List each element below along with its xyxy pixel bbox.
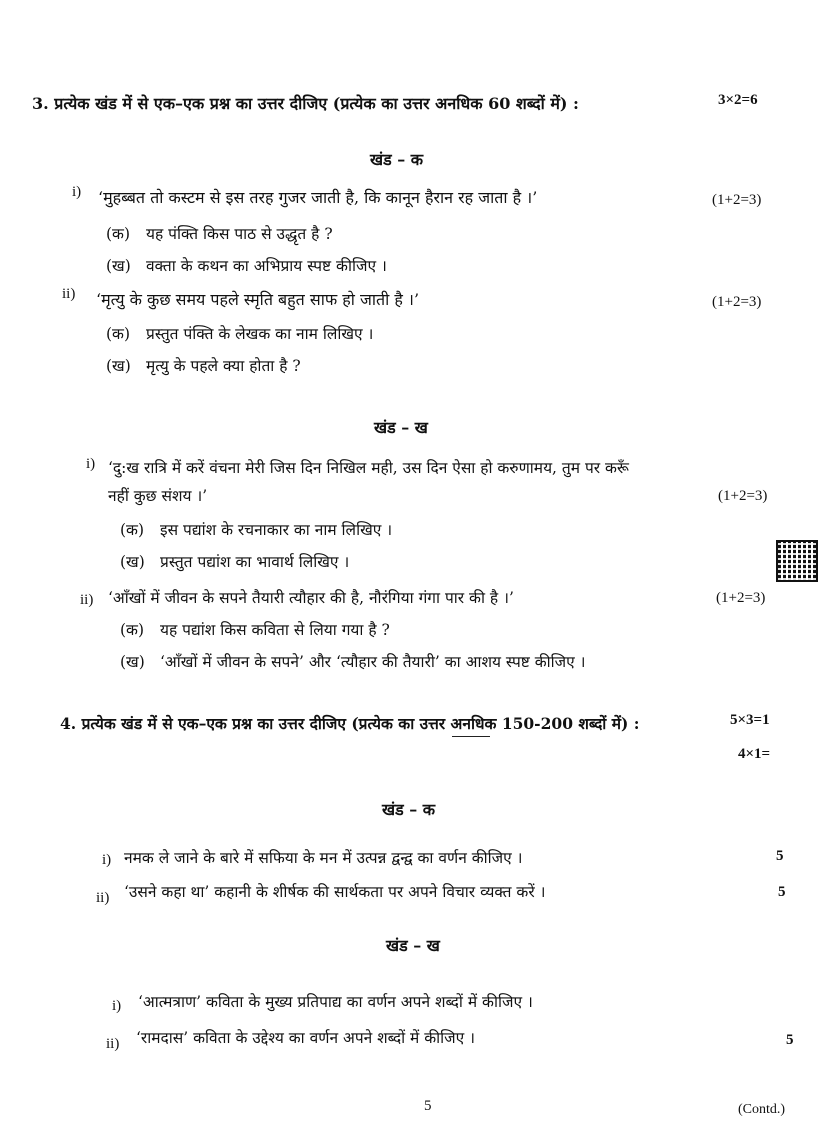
q4-marks-line1: 5×3=1	[730, 712, 770, 728]
q3-khand-b-title: खंड – ख	[374, 418, 428, 437]
q4a-item1-text: नमक ले जाने के बारे में सफिया के मन में उत्पन्न द्वन्द्व का वर्णन कीजिए ।	[124, 849, 523, 867]
q3b-item1-sub1-label: (क)	[120, 521, 144, 539]
q4b-item1-num: i)	[112, 998, 122, 1014]
q3a-item1-sub2-text: वक्ता के कथन का अभिप्राय स्पष्ट कीजिए ।	[146, 257, 387, 275]
q3a-item2-sub2-label: (ख)	[106, 357, 131, 375]
q3-heading: 3. प्रत्येक खंड में से एक–एक प्रश्न का उत्तर दीजिए (प्रत्येक का उत्तर अनधिक 60 शब्दों में) :	[32, 94, 579, 113]
q4-khand-b-title: खंड – ख	[386, 936, 440, 955]
q4a-item1-marks: 5	[776, 848, 784, 864]
q3b-item2-sub2-label: (ख)	[120, 653, 145, 671]
q3a-item1-marks: (1+2=3)	[712, 192, 762, 208]
q3a-item2-sub1-label: (क)	[106, 325, 130, 343]
q3b-item1-marks: (1+2=3)	[718, 488, 768, 504]
q4b-item2-text: ‘रामदास’ कविता के उद्देश्य का वर्णन अपने शब्दों में कीजिए ।	[136, 1029, 476, 1047]
q3b-item1-num: i)	[86, 456, 96, 472]
q3b-item2-text: ‘आँखों में जीवन के सपने तैयारी त्यौहार की है, नौरंगिया गंगा पार की है ।’	[108, 589, 514, 607]
q3b-item1-sub2-text: प्रस्तुत पद्यांश का भावार्थ लिखिए ।	[160, 553, 350, 571]
divider-rule	[452, 736, 490, 737]
q3b-item2-sub1-label: (क)	[120, 621, 144, 639]
q3a-item2-marks: (1+2=3)	[712, 294, 762, 310]
q3b-item1-text-line2: नहीं कुछ संशय ।’	[108, 487, 208, 505]
page-number: 5	[424, 1098, 432, 1114]
q3a-item2-text: ‘मृत्यु के कुछ समय पहले स्मृति बहुत साफ हो जाती है ।’	[96, 290, 420, 309]
q4-khand-a-title: खंड – क	[382, 800, 436, 819]
q3a-item1-text: ‘मुहब्बत तो कस्टम से इस तरह गुजर जाती है, कि कानून हैरान रह जाता है ।’	[98, 188, 538, 207]
q3b-item2-marks: (1+2=3)	[716, 590, 766, 606]
contd-label: (Contd.)	[738, 1102, 786, 1117]
q4a-item2-text: ‘उसने कहा था’ कहानी के शीर्षक की सार्थकता पर अपने विचार व्यक्त करें ।	[124, 883, 546, 901]
q3a-item1-num: i)	[72, 184, 82, 200]
q4b-item1-text: ‘आत्मत्राण’ कविता के मुख्य प्रतिपाद्य का वर्णन अपने शब्दों में कीजिए ।	[138, 993, 533, 1011]
q3b-item2-num: ii)	[80, 592, 94, 608]
q4a-item2-marks: 5	[778, 884, 786, 900]
q3b-item1-sub1-text: इस पद्यांश के रचनाकार का नाम लिखिए ।	[160, 521, 393, 539]
q3b-item2-sub1-text: यह पद्यांश किस कविता से लिया गया है ?	[160, 621, 390, 639]
q3a-item2-sub2-text: मृत्यु के पहले क्या होता है ?	[146, 357, 301, 375]
q3-marks: 3×2=6	[718, 92, 758, 108]
q3b-item2-sub2-text: ‘आँखों में जीवन के सपने’ और ‘त्यौहार की तैयारी’ का आशय स्पष्ट कीजिए ।	[160, 653, 586, 671]
q3a-item2-num: ii)	[62, 286, 76, 302]
q3-khand-a-title: खंड – क	[370, 150, 424, 169]
q3a-item2-sub1-text: प्रस्तुत पंक्ति के लेखक का नाम लिखिए ।	[146, 325, 374, 343]
q3b-item1-text-line1: ‘दु:ख रात्रि में करें वंचना मेरी जिस दिन निखिल मही, उस दिन ऐसा हो करुणामय, तुम पर करूँ	[108, 459, 629, 477]
q3b-item1-sub2-label: (ख)	[120, 553, 145, 571]
q3a-item1-sub1-label: (क)	[106, 225, 130, 243]
q4-heading: 4. प्रत्येक खंड में से एक–एक प्रश्न का उत्तर दीजिए (प्रत्येक का उत्तर अनधिक 150-200 शब्दों में) :	[60, 714, 640, 733]
q4b-item2-num: ii)	[106, 1036, 120, 1052]
q3a-item1-sub2-label: (ख)	[106, 257, 131, 275]
q4a-item2-num: ii)	[96, 890, 110, 906]
q4a-item1-num: i)	[102, 852, 112, 868]
q3a-item1-sub1-text: यह पंक्ति किस पाठ से उद्धृत है ?	[146, 225, 333, 243]
q4-marks-line2: 4×1=	[738, 746, 771, 762]
q4b-item2-marks: 5	[786, 1032, 794, 1048]
qr-code-icon	[778, 542, 816, 580]
